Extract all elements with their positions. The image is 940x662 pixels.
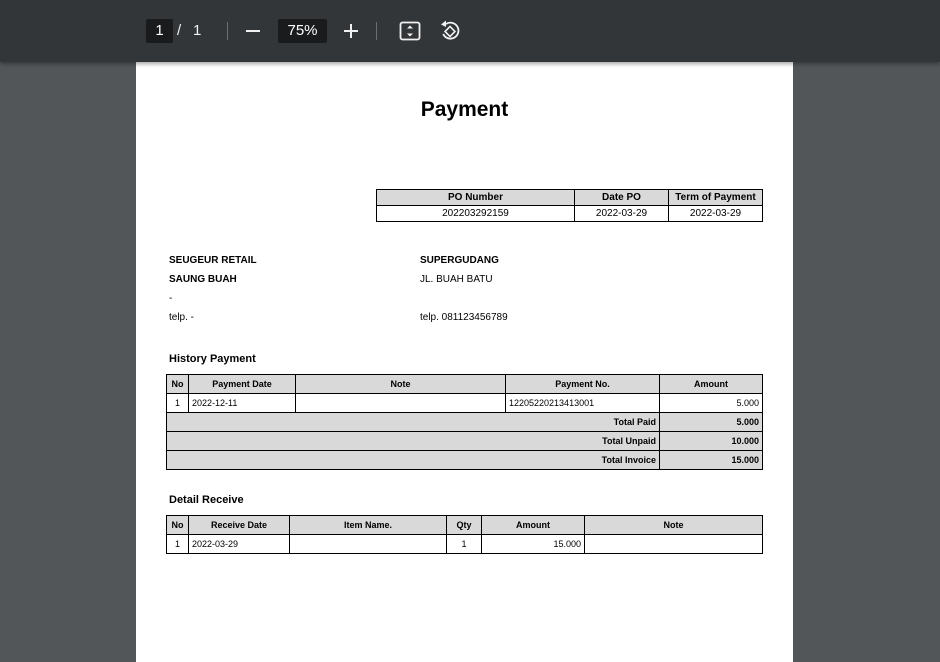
page-total: 1 bbox=[193, 22, 202, 39]
left-address-line1: SAUNG BUAH bbox=[169, 274, 237, 285]
receive-date: 2022-03-29 bbox=[189, 535, 290, 554]
history-payment-date: 2022-12-11 bbox=[189, 394, 296, 413]
history-amount: 5.000 bbox=[660, 394, 763, 413]
receive-item-name bbox=[290, 535, 447, 554]
document-page bbox=[136, 62, 793, 662]
pdf-toolbar bbox=[0, 0, 940, 62]
document-title: Payment bbox=[420, 98, 509, 121]
po-header: Term of Payment bbox=[669, 190, 763, 206]
total-unpaid-row bbox=[167, 432, 763, 451]
total-invoice-label: Total Invoice bbox=[167, 451, 660, 470]
table-row bbox=[167, 394, 763, 413]
minus-icon[interactable] bbox=[242, 18, 264, 44]
total-unpaid-value: 10.000 bbox=[660, 432, 763, 451]
history-header: Payment No. bbox=[506, 375, 660, 394]
receive-header: Amount bbox=[482, 516, 585, 535]
right-address-name: SUPERGUDANG bbox=[420, 255, 499, 266]
receive-header: Qty bbox=[447, 516, 482, 535]
term-of-payment: 2022-03-29 bbox=[669, 206, 763, 222]
fit-page-icon[interactable] bbox=[398, 20, 422, 42]
po-number: 202203292159 bbox=[377, 206, 575, 222]
toolbar-divider bbox=[376, 22, 377, 40]
right-address-phone: telp. 081123456789 bbox=[420, 312, 508, 323]
history-payment-no: 12205220213413001 bbox=[506, 394, 660, 413]
history-header: No bbox=[167, 375, 189, 394]
history-payment-table bbox=[166, 374, 763, 470]
history-header: Payment Date bbox=[189, 375, 296, 394]
left-address-phone: telp. - bbox=[169, 312, 195, 323]
history-note bbox=[296, 394, 506, 413]
page-separator: / bbox=[177, 22, 182, 39]
left-address-line2: - bbox=[169, 293, 173, 304]
right-address-line1: JL. BUAH BATU bbox=[420, 274, 493, 285]
receive-qty: 1 bbox=[447, 535, 482, 554]
detail-receive-title: Detail Receive bbox=[169, 494, 244, 506]
total-paid-label: Total Paid bbox=[167, 413, 660, 432]
po-header: Date PO bbox=[575, 190, 669, 206]
history-payment-title: History Payment bbox=[169, 353, 256, 365]
zoom-level-input[interactable]: 75% bbox=[278, 19, 327, 43]
receive-header: Receive Date bbox=[189, 516, 290, 535]
plus-icon[interactable] bbox=[340, 18, 362, 44]
receive-note bbox=[585, 535, 763, 554]
history-no: 1 bbox=[167, 394, 189, 413]
receive-header: No bbox=[167, 516, 189, 535]
total-unpaid-label: Total Unpaid bbox=[167, 432, 660, 451]
po-date: 2022-03-29 bbox=[575, 206, 669, 222]
total-paid-value: 5.000 bbox=[660, 413, 763, 432]
toolbar-divider bbox=[227, 22, 228, 40]
po-table bbox=[376, 189, 763, 222]
page-number-input[interactable]: 1 bbox=[146, 19, 173, 43]
total-paid-row bbox=[167, 413, 763, 432]
po-header: PO Number bbox=[377, 190, 575, 206]
history-header: Note bbox=[296, 375, 506, 394]
receive-header: Item Name. bbox=[290, 516, 447, 535]
table-row bbox=[167, 535, 763, 554]
total-invoice-value: 15.000 bbox=[660, 451, 763, 470]
receive-no: 1 bbox=[167, 535, 189, 554]
receive-header: Note bbox=[585, 516, 763, 535]
history-header: Amount bbox=[660, 375, 763, 394]
rotate-icon[interactable] bbox=[438, 19, 462, 43]
detail-receive-table bbox=[166, 515, 763, 554]
left-address-name: SEUGEUR RETAIL bbox=[169, 255, 257, 266]
receive-amount: 15.000 bbox=[482, 535, 585, 554]
total-invoice-row bbox=[167, 451, 763, 470]
